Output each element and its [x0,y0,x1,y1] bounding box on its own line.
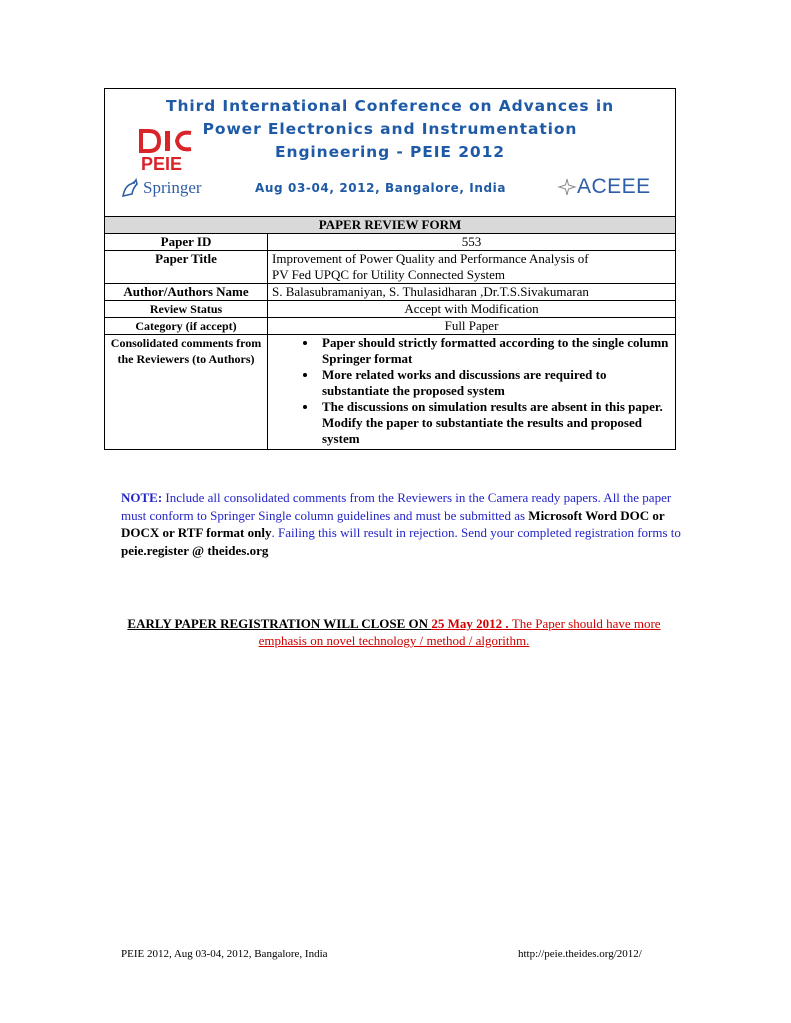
note-text-2: . Failing this will result in rejection. Send your completed registration forms to [271,525,681,540]
category-value: Full Paper [268,318,676,335]
review-form-title: PAPER REVIEW FORM [105,217,676,234]
conference-header [104,88,676,216]
table-row [105,251,676,284]
table-row [105,318,676,335]
footer-conference: PEIE 2012, Aug 03-04, 2012, Bangalore, India [121,948,328,960]
category-label: Category (if accept) [105,318,268,335]
emphasis-text: The Paper should have more emphasis on novel technology / method / algorithm. [258,616,661,648]
review-status-label: Review Status [105,301,268,318]
paper-title-line-2: PV Fed UPQC for Utility Connected System [272,267,506,282]
list-item: • More related works and discussions are required to substantiate the proposed system [318,367,671,399]
comments-label-cell [105,335,268,450]
springer-logo [119,177,202,199]
comments-label: Consolidated comments from the Reviewers (to Authors) [110,336,262,366]
aceee-star-icon [557,177,577,197]
list-item: • The discussions on simulation results are absent in this paper. Modify the paper to substantiate the results and proposed system [318,399,671,447]
paper-id-label: Paper ID [105,234,268,251]
authors-value: S. Balasubramaniyan, S. Thulasidharan ,Dr.T.S.Sivakumaran [268,284,676,301]
note-text-1: Include all consolidated comments from the Reviewers in the Camera ready papers. All the paper must conform to Springer Single column guidelines and must be submitted as [121,490,672,523]
note-label: NOTE: [121,490,163,505]
note-paragraph [121,489,681,559]
conference-title-line-3: Engineering - PEIE 2012 [275,143,505,161]
paper-title-value [268,251,676,284]
paper-title-line-1: Improvement of Power Quality and Performance Analysis of [272,251,589,266]
table-row [105,284,676,301]
paper-title-label: Paper Title [105,251,268,284]
footer-url-link[interactable]: http://peie.theides.org/2012/ [518,948,642,960]
peie-logo [135,125,205,175]
table-row [105,234,676,251]
paper-id-value: 553 [268,234,676,251]
conference-title-line-2: Power Electronics and Instrumentation [202,120,578,138]
authors-label: Author/Authors Name [105,284,268,301]
registration-notice [104,615,684,649]
aceee-logo [557,175,651,199]
registration-email[interactable]: peie.register @ theides.org [121,542,269,558]
aceee-text: ACEEE [577,175,651,198]
paper-review-table [104,216,676,450]
table-row [105,301,676,318]
conference-title-line-1: Third International Conference on Advances in [165,97,615,115]
comments-list [272,335,671,449]
registration-close-text: EARLY PAPER REGISTRATION WILL CLOSE ON [127,616,432,631]
springer-horse-icon [119,178,139,198]
registration-date: 25 May 2012 . [431,616,512,631]
review-status-value: Accept with Modification [268,301,676,318]
svg-text:PEIE: PEIE [141,154,183,174]
format-requirement: Microsoft Word DOC or DOCX or RTF format only [121,507,665,540]
table-row [105,335,676,450]
springer-text: Springer [143,178,202,197]
comments-value [268,335,676,450]
list-item: • Paper should strictly formatted according to the single column Springer format [318,335,671,367]
conference-date-location: Aug 03-04, 2012, Bangalore, India [255,181,507,195]
